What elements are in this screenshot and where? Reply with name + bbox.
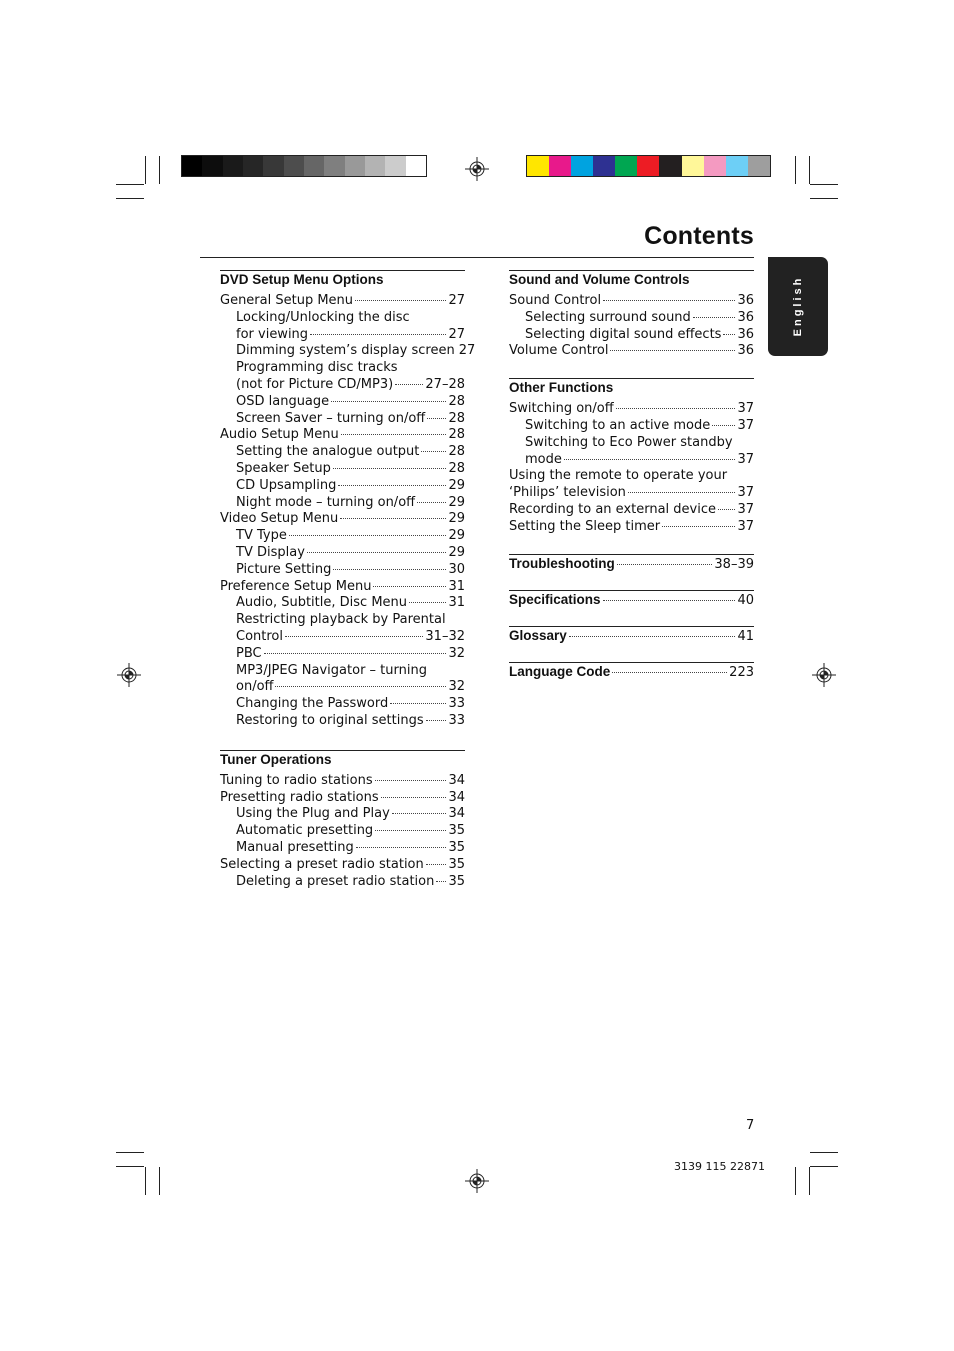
toc-entry <box>509 293 754 310</box>
dot-leader <box>307 552 447 553</box>
crop-mark <box>809 1167 810 1195</box>
dot-leader <box>289 535 447 536</box>
toc-entry-text: Speaker Setup <box>236 460 331 476</box>
dot-leader <box>264 653 447 654</box>
toc-entry-page: 40 <box>737 592 754 608</box>
section-title: Other Functions <box>509 380 614 396</box>
color-swatch <box>726 156 748 176</box>
toc-entry <box>220 629 465 646</box>
toc-entry <box>220 377 465 394</box>
toc-entry <box>509 555 754 573</box>
toc-entry-text: Changing the Password <box>236 696 389 712</box>
dot-leader <box>375 780 447 781</box>
color-swatch <box>571 156 593 176</box>
toc-entry <box>220 427 465 444</box>
toc-entry-page: 36 <box>737 293 754 308</box>
color-swatch <box>223 156 243 176</box>
title-rule <box>200 257 754 258</box>
dot-leader <box>628 492 736 493</box>
dot-leader <box>662 526 735 527</box>
toc-entry-text: Volume Control <box>509 343 609 359</box>
toc-entry-page: 223 <box>729 664 754 680</box>
toc-entry-page: 35 <box>448 856 465 872</box>
toc-entry-page: 37 <box>737 518 754 534</box>
toc-entry <box>220 823 465 840</box>
toc-entry-text: Switching to an active mode <box>525 417 711 433</box>
toc-left-column <box>220 270 476 890</box>
dot-leader <box>612 672 727 673</box>
toc-entry <box>220 713 465 730</box>
dot-leader <box>610 350 735 351</box>
toc-entry-page: 37 <box>737 501 754 517</box>
crop-mark <box>116 198 144 199</box>
toc-entry-page: 27 <box>458 343 476 359</box>
toc-entry-text: Automatic presetting <box>236 823 374 839</box>
toc-entry-text: Troubleshooting <box>509 555 615 571</box>
toc-entry-page: 29 <box>448 494 465 510</box>
page-number: 7 <box>746 1118 755 1133</box>
toc-entry <box>220 773 465 790</box>
color-swatch <box>593 156 615 176</box>
toc-entry-text: Control <box>236 628 283 644</box>
toc-entry <box>220 478 465 495</box>
toc-section <box>509 590 754 609</box>
toc-entry-page: 31–32 <box>425 628 465 644</box>
crop-mark <box>795 1167 796 1195</box>
dot-leader <box>603 300 735 301</box>
toc-entry <box>220 461 465 478</box>
toc-entry-text: TV Display <box>236 544 305 560</box>
color-swatch <box>365 156 385 176</box>
toc-entry: Programming disc tracks <box>236 360 398 376</box>
toc-section <box>509 626 754 645</box>
toc-entry-text: Setting the analogue output <box>236 444 420 460</box>
toc-entry-text: Audio, Subtitle, Disc Menu <box>236 595 408 611</box>
dot-leader <box>569 636 736 637</box>
registration-target-icon <box>812 663 836 687</box>
dot-leader <box>338 485 446 486</box>
dot-leader <box>421 451 446 452</box>
language-tab <box>768 257 828 356</box>
toc-entry-text: Recording to an external device <box>509 501 716 517</box>
toc-entry-page: 37 <box>737 451 754 467</box>
color-swatch <box>659 156 681 176</box>
toc-entry-page: 34 <box>448 789 465 805</box>
toc-entry-page: 33 <box>448 712 465 728</box>
toc-entry <box>509 418 754 435</box>
crop-mark <box>145 1167 146 1195</box>
toc-entry-page: 30 <box>448 561 465 577</box>
toc-entry-text: Setting the Sleep timer <box>509 518 661 534</box>
toc-right-column <box>509 270 754 681</box>
toc-entry-page: 27 <box>448 326 465 342</box>
toc-entry-text: Specifications <box>509 591 601 607</box>
toc-entry-text: Switching on/off <box>509 401 614 417</box>
toc-entry-page: 29 <box>448 477 465 493</box>
toc-entry-page: 36 <box>737 343 754 359</box>
toc-entry: Using the remote to operate your <box>509 468 728 484</box>
toc-entry-page: 35 <box>448 839 465 855</box>
toc-entry-text: Language Code <box>509 663 611 679</box>
toc-entry <box>509 343 754 360</box>
dot-leader <box>285 636 423 637</box>
toc-section <box>509 662 754 681</box>
toc-entry-text: (not for Picture CD/MP3) <box>236 376 394 392</box>
toc-entry-page: 27 <box>448 293 465 308</box>
dot-leader <box>275 686 446 687</box>
dot-leader <box>333 569 446 570</box>
toc-entry: Locking/Unlocking the disc <box>236 309 410 325</box>
toc-entry-text: Video Setup Menu <box>220 511 339 527</box>
toc-entry-page: 38–39 <box>714 556 754 572</box>
toc-entry-text: TV Type <box>236 528 287 544</box>
toc-entry-page: 41 <box>737 628 754 644</box>
color-swatch <box>615 156 637 176</box>
toc-entry-page: 28 <box>448 427 465 443</box>
toc-entry-page: 33 <box>448 696 465 712</box>
dot-leader <box>718 509 735 510</box>
toc-entry-text: Tuning to radio stations <box>220 772 373 788</box>
dot-leader <box>355 300 446 301</box>
toc-entry <box>220 874 465 891</box>
toc-entry-page: 35 <box>448 823 465 839</box>
toc-entry <box>220 528 465 545</box>
toc-entry-page: 37 <box>737 485 754 501</box>
crop-mark <box>795 156 796 184</box>
toc-section <box>220 270 476 730</box>
toc-entry-page: 28 <box>448 444 465 460</box>
dot-leader <box>390 703 446 704</box>
crop-mark <box>809 156 810 184</box>
crop-mark <box>159 156 160 184</box>
section-title: Tuner Operations <box>220 751 332 767</box>
toc-entry <box>220 343 476 360</box>
registration-target-icon <box>117 663 141 687</box>
toc-entry-text: OSD language <box>236 393 330 409</box>
process-color-bar <box>526 155 771 177</box>
dot-leader <box>436 881 446 882</box>
dot-leader <box>723 334 735 335</box>
toc-entry-text: Sound Control <box>509 293 602 308</box>
toc-entry-page: 34 <box>448 772 465 788</box>
color-swatch <box>284 156 304 176</box>
toc-entry-page: 36 <box>737 326 754 342</box>
toc-entry-text: General Setup Menu <box>220 293 354 308</box>
grayscale-color-bar <box>181 155 427 177</box>
toc-entry-text: Selecting a preset radio station <box>220 856 424 872</box>
toc-section <box>509 270 754 360</box>
crop-mark <box>159 1167 160 1195</box>
crop-mark <box>810 198 838 199</box>
section-title: Sound and Volume Controls <box>509 272 690 287</box>
toc-entry-text: PBC <box>236 645 262 661</box>
color-swatch <box>243 156 263 176</box>
toc-entry: MP3/JPEG Navigator – turning <box>236 662 427 678</box>
toc-entry-page: 31 <box>448 595 465 611</box>
toc-entry <box>220 840 465 857</box>
toc-entry-text: Audio Setup Menu <box>220 427 339 443</box>
dot-leader <box>333 468 447 469</box>
language-tab-label: English <box>792 275 804 337</box>
toc-entry <box>509 327 754 344</box>
dot-leader <box>409 602 446 603</box>
toc-entry <box>509 519 754 536</box>
dot-leader <box>603 600 736 601</box>
color-swatch <box>304 156 324 176</box>
dot-leader <box>417 502 446 503</box>
color-swatch <box>527 156 549 176</box>
color-swatch <box>324 156 344 176</box>
color-swatch <box>263 156 283 176</box>
crop-mark <box>810 1166 838 1167</box>
toc-entry <box>220 595 465 612</box>
dot-leader <box>616 408 736 409</box>
color-swatch <box>549 156 571 176</box>
toc-entry <box>509 591 754 609</box>
toc-entry <box>509 401 754 418</box>
dot-leader <box>341 434 447 435</box>
toc-entry: Restricting playback by Parental <box>236 612 446 628</box>
toc-entry-text: Deleting a preset radio station <box>236 873 435 889</box>
crop-mark <box>810 184 838 185</box>
toc-entry-text: Selecting digital sound effects <box>525 326 722 342</box>
color-swatch <box>406 156 426 176</box>
toc-entry-page: 29 <box>448 544 465 560</box>
toc-entry-text: Using the Plug and Play <box>236 806 390 822</box>
toc-entry <box>220 411 465 428</box>
toc-entry-page: 37 <box>737 401 754 417</box>
color-swatch <box>345 156 365 176</box>
dot-leader <box>356 847 447 848</box>
crop-mark <box>116 184 144 185</box>
toc-entry-page: 29 <box>448 511 465 527</box>
dot-leader <box>331 401 446 402</box>
toc-entry-text: Preference Setup Menu <box>220 578 372 594</box>
dot-leader <box>427 418 446 419</box>
toc-entry-page: 29 <box>448 528 465 544</box>
color-swatch <box>385 156 405 176</box>
toc-entry <box>220 857 465 874</box>
toc-entry-text: on/off <box>236 679 274 695</box>
toc-entry <box>220 293 465 310</box>
dot-leader <box>693 317 736 318</box>
toc-section <box>509 378 754 535</box>
toc-entry <box>509 502 754 519</box>
toc-entry-text: Picture Setting <box>236 561 332 577</box>
dot-leader <box>340 518 446 519</box>
dot-leader <box>712 425 735 426</box>
crop-mark <box>145 156 146 184</box>
section-title: DVD Setup Menu Options <box>220 272 384 287</box>
crop-mark <box>116 1166 144 1167</box>
color-swatch <box>182 156 202 176</box>
toc-entry-text: mode <box>525 451 562 467</box>
toc-entry-text: Presetting radio stations <box>220 789 379 805</box>
dot-leader <box>426 720 447 721</box>
toc-entry <box>220 646 465 663</box>
toc-entry <box>220 394 465 411</box>
toc-entry-page: 31 <box>448 578 465 594</box>
color-swatch <box>682 156 704 176</box>
toc-entry-text: CD Upsampling <box>236 477 337 493</box>
toc-entry-page: 28 <box>448 393 465 409</box>
color-swatch <box>748 156 770 176</box>
toc-entry <box>220 679 465 696</box>
toc-entry <box>220 562 465 579</box>
toc-section <box>509 554 754 573</box>
toc-entry: Switching to Eco Power standby <box>525 434 733 450</box>
registration-target-icon <box>465 1169 489 1193</box>
crop-mark <box>810 1152 838 1153</box>
toc-entry-page: 35 <box>448 873 465 889</box>
toc-entry-text: Screen Saver – turning on/off <box>236 410 426 426</box>
toc-entry-text: ‘Philips’ television <box>509 485 626 501</box>
dot-leader <box>381 797 447 798</box>
page-title: Contents <box>644 222 754 250</box>
dot-leader <box>375 830 446 831</box>
toc-entry <box>509 663 754 681</box>
registration-target-icon <box>465 157 489 181</box>
toc-entry <box>220 444 465 461</box>
dot-leader <box>310 334 446 335</box>
color-swatch <box>704 156 726 176</box>
toc-entry <box>220 495 465 512</box>
toc-entry <box>220 579 465 596</box>
crop-mark <box>116 1152 144 1153</box>
toc-entry <box>220 696 465 713</box>
toc-entry <box>220 545 465 562</box>
toc-entry <box>509 452 754 469</box>
toc-entry-page: 28 <box>448 410 465 426</box>
toc-entry <box>509 310 754 327</box>
toc-entry-text: for viewing <box>236 326 309 342</box>
toc-entry-page: 32 <box>448 645 465 661</box>
dot-leader <box>564 459 736 460</box>
color-swatch <box>202 156 222 176</box>
toc-entry-text: Night mode – turning on/off <box>236 494 416 510</box>
dot-leader <box>392 813 447 814</box>
toc-entry-text: Manual presetting <box>236 839 354 855</box>
toc-entry <box>220 806 465 823</box>
toc-entry-page: 32 <box>448 679 465 695</box>
toc-section <box>220 750 465 891</box>
toc-entry <box>509 627 754 645</box>
dot-leader <box>395 384 423 385</box>
toc-entry <box>509 485 754 502</box>
toc-entry-page: 36 <box>737 309 754 325</box>
toc-entry-page: 34 <box>448 806 465 822</box>
toc-entry-page: 28 <box>448 460 465 476</box>
toc-entry <box>220 790 465 807</box>
toc-entry-page: 37 <box>737 417 754 433</box>
document-code: 3139 115 22871 <box>674 1160 765 1173</box>
toc-entry-text: Selecting surround sound <box>525 309 691 325</box>
dot-leader <box>426 864 447 865</box>
toc-entry <box>220 327 465 344</box>
dot-leader <box>373 586 446 587</box>
color-swatch <box>637 156 659 176</box>
toc-entry-text: Glossary <box>509 627 567 643</box>
toc-entry-text: Restoring to original settings <box>236 712 424 728</box>
dot-leader <box>617 564 713 565</box>
toc-entry <box>220 511 465 528</box>
toc-entry-text: Dimming system’s display screen <box>236 343 455 359</box>
toc-entry-page: 27–28 <box>425 376 465 392</box>
